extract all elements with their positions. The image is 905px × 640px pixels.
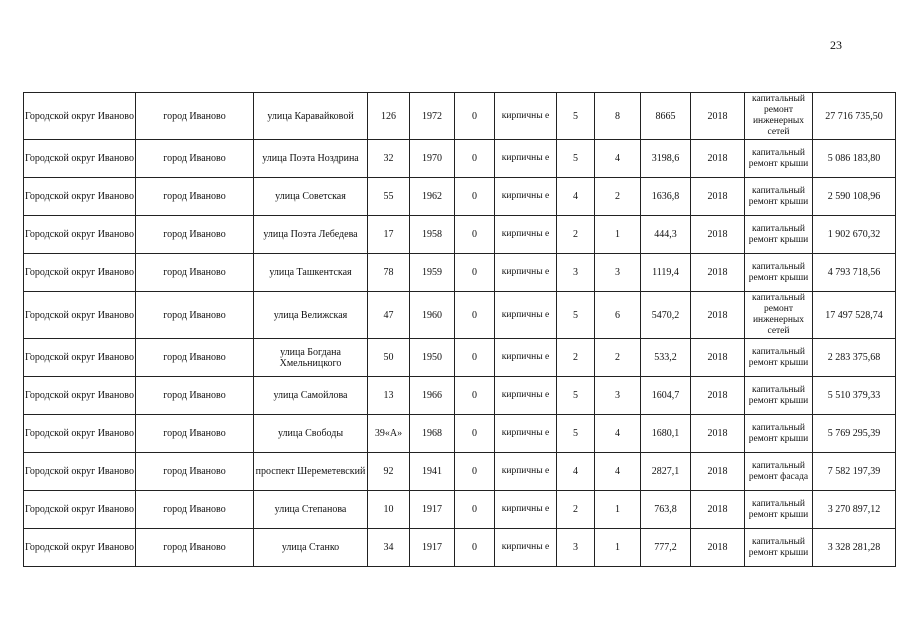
year-built-cell: 1950 bbox=[410, 339, 455, 377]
house-number-cell: 34 bbox=[368, 529, 410, 567]
wall-material-cell: кирпичны е bbox=[495, 216, 557, 254]
settlement-cell: город Иваново bbox=[136, 93, 254, 140]
street-cell: улица Советская bbox=[254, 178, 368, 216]
municipality-cell: Городской округ Иваново bbox=[24, 529, 136, 567]
year-built-cell: 1958 bbox=[410, 216, 455, 254]
table-row bbox=[24, 377, 896, 415]
settlement-cell: город Иваново bbox=[136, 453, 254, 491]
settlement-cell: город Иваново bbox=[136, 491, 254, 529]
cost-cell: 3 270 897,12 bbox=[813, 491, 896, 529]
plan-year-cell: 2018 bbox=[691, 415, 745, 453]
settlement-cell: город Иваново bbox=[136, 377, 254, 415]
street-cell: улица Степанова bbox=[254, 491, 368, 529]
year-built-cell: 1972 bbox=[410, 93, 455, 140]
entrances-cell: 1 bbox=[595, 529, 641, 567]
municipality-cell: Городской округ Иваново bbox=[24, 140, 136, 178]
plan-year-cell: 2018 bbox=[691, 216, 745, 254]
table-row bbox=[24, 415, 896, 453]
municipality-cell: Городской округ Иваново bbox=[24, 292, 136, 339]
entrances-cell: 3 bbox=[595, 254, 641, 292]
street-cell: улица Велижская bbox=[254, 292, 368, 339]
house-number-cell: 47 bbox=[368, 292, 410, 339]
page-number: 23 bbox=[830, 38, 842, 52]
street-cell: улица Станко bbox=[254, 529, 368, 567]
floors-cell: 2 bbox=[557, 491, 595, 529]
zero-value-cell: 0 bbox=[455, 254, 495, 292]
work-type-cell: капитальный ремонт фасада bbox=[745, 453, 813, 491]
work-type-cell: капитальный ремонт крыши bbox=[745, 529, 813, 567]
wall-material-cell: кирпичны е bbox=[495, 292, 557, 339]
area-cell: 3198,6 bbox=[641, 140, 691, 178]
table-row bbox=[24, 339, 896, 377]
cost-cell: 5 086 183,80 bbox=[813, 140, 896, 178]
work-type-cell: капитальный ремонт инженерных сетей bbox=[745, 292, 813, 339]
zero-value-cell: 0 bbox=[455, 377, 495, 415]
street-cell: улица Каравайковой bbox=[254, 93, 368, 140]
municipality-cell: Городской округ Иваново bbox=[24, 178, 136, 216]
entrances-cell: 4 bbox=[595, 453, 641, 491]
settlement-cell: город Иваново bbox=[136, 254, 254, 292]
year-built-cell: 1917 bbox=[410, 529, 455, 567]
table-row bbox=[24, 254, 896, 292]
zero-value-cell: 0 bbox=[455, 453, 495, 491]
area-cell: 533,2 bbox=[641, 339, 691, 377]
zero-value-cell: 0 bbox=[455, 415, 495, 453]
area-cell: 1604,7 bbox=[641, 377, 691, 415]
entrances-cell: 1 bbox=[595, 216, 641, 254]
area-cell: 8665 bbox=[641, 93, 691, 140]
street-cell: улица Ташкентская bbox=[254, 254, 368, 292]
work-type-cell: капитальный ремонт крыши bbox=[745, 178, 813, 216]
cost-cell: 2 590 108,96 bbox=[813, 178, 896, 216]
house-number-cell: 126 bbox=[368, 93, 410, 140]
work-type-cell: капитальный ремонт крыши bbox=[745, 377, 813, 415]
plan-year-cell: 2018 bbox=[691, 529, 745, 567]
work-type-cell: капитальный ремонт крыши bbox=[745, 140, 813, 178]
work-type-cell: капитальный ремонт крыши bbox=[745, 254, 813, 292]
house-number-cell: 13 bbox=[368, 377, 410, 415]
municipality-cell: Городской округ Иваново bbox=[24, 93, 136, 140]
wall-material-cell: кирпичны е bbox=[495, 93, 557, 140]
year-built-cell: 1966 bbox=[410, 377, 455, 415]
house-number-cell: 39«А» bbox=[368, 415, 410, 453]
cost-cell: 7 582 197,39 bbox=[813, 453, 896, 491]
entrances-cell: 2 bbox=[595, 178, 641, 216]
table-row bbox=[24, 491, 896, 529]
cost-cell: 2 283 375,68 bbox=[813, 339, 896, 377]
settlement-cell: город Иваново bbox=[136, 216, 254, 254]
settlement-cell: город Иваново bbox=[136, 529, 254, 567]
area-cell: 1119,4 bbox=[641, 254, 691, 292]
municipality-cell: Городской округ Иваново bbox=[24, 415, 136, 453]
street-cell: улица Поэта Ноздрина bbox=[254, 140, 368, 178]
year-built-cell: 1962 bbox=[410, 178, 455, 216]
zero-value-cell: 0 bbox=[455, 491, 495, 529]
cost-cell: 5 769 295,39 bbox=[813, 415, 896, 453]
wall-material-cell: кирпичны е bbox=[495, 254, 557, 292]
wall-material-cell: кирпичны е bbox=[495, 529, 557, 567]
plan-year-cell: 2018 bbox=[691, 339, 745, 377]
year-built-cell: 1960 bbox=[410, 292, 455, 339]
entrances-cell: 1 bbox=[595, 491, 641, 529]
street-cell: улица Богдана Хмельницкого bbox=[254, 339, 368, 377]
wall-material-cell: кирпичны е bbox=[495, 415, 557, 453]
house-number-cell: 10 bbox=[368, 491, 410, 529]
municipality-cell: Городской округ Иваново bbox=[24, 339, 136, 377]
municipality-cell: Городской округ Иваново bbox=[24, 491, 136, 529]
plan-year-cell: 2018 bbox=[691, 178, 745, 216]
street-cell: улица Самойлова bbox=[254, 377, 368, 415]
floors-cell: 2 bbox=[557, 339, 595, 377]
area-cell: 1636,8 bbox=[641, 178, 691, 216]
plan-year-cell: 2018 bbox=[691, 377, 745, 415]
area-cell: 5470,2 bbox=[641, 292, 691, 339]
year-built-cell: 1917 bbox=[410, 491, 455, 529]
house-number-cell: 78 bbox=[368, 254, 410, 292]
entrances-cell: 6 bbox=[595, 292, 641, 339]
table-row bbox=[24, 453, 896, 491]
zero-value-cell: 0 bbox=[455, 529, 495, 567]
street-cell: улица Свободы bbox=[254, 415, 368, 453]
wall-material-cell: кирпичны е bbox=[495, 339, 557, 377]
year-built-cell: 1968 bbox=[410, 415, 455, 453]
work-type-cell: капитальный ремонт крыши bbox=[745, 339, 813, 377]
plan-year-cell: 2018 bbox=[691, 292, 745, 339]
house-number-cell: 17 bbox=[368, 216, 410, 254]
area-cell: 2827,1 bbox=[641, 453, 691, 491]
cost-cell: 1 902 670,32 bbox=[813, 216, 896, 254]
wall-material-cell: кирпичны е bbox=[495, 140, 557, 178]
area-cell: 444,3 bbox=[641, 216, 691, 254]
cost-cell: 17 497 528,74 bbox=[813, 292, 896, 339]
wall-material-cell: кирпичны е bbox=[495, 377, 557, 415]
table-row bbox=[24, 140, 896, 178]
municipality-cell: Городской округ Иваново bbox=[24, 377, 136, 415]
work-type-cell: капитальный ремонт инженерных сетей bbox=[745, 93, 813, 140]
table-row bbox=[24, 529, 896, 567]
plan-year-cell: 2018 bbox=[691, 491, 745, 529]
house-number-cell: 55 bbox=[368, 178, 410, 216]
cost-cell: 5 510 379,33 bbox=[813, 377, 896, 415]
plan-year-cell: 2018 bbox=[691, 140, 745, 178]
floors-cell: 4 bbox=[557, 453, 595, 491]
wall-material-cell: кирпичны е bbox=[495, 178, 557, 216]
table-row bbox=[24, 216, 896, 254]
year-built-cell: 1941 bbox=[410, 453, 455, 491]
street-cell: проспект Шереметевский bbox=[254, 453, 368, 491]
floors-cell: 5 bbox=[557, 292, 595, 339]
zero-value-cell: 0 bbox=[455, 178, 495, 216]
zero-value-cell: 0 bbox=[455, 339, 495, 377]
entrances-cell: 4 bbox=[595, 140, 641, 178]
floors-cell: 3 bbox=[557, 529, 595, 567]
house-number-cell: 92 bbox=[368, 453, 410, 491]
municipality-cell: Городской округ Иваново bbox=[24, 216, 136, 254]
cost-cell: 27 716 735,50 bbox=[813, 93, 896, 140]
cost-cell: 4 793 718,56 bbox=[813, 254, 896, 292]
plan-year-cell: 2018 bbox=[691, 254, 745, 292]
floors-cell: 3 bbox=[557, 254, 595, 292]
table-row bbox=[24, 93, 896, 140]
street-cell: улица Поэта Лебедева bbox=[254, 216, 368, 254]
table-body bbox=[24, 93, 896, 567]
house-number-cell: 32 bbox=[368, 140, 410, 178]
floors-cell: 5 bbox=[557, 93, 595, 140]
year-built-cell: 1959 bbox=[410, 254, 455, 292]
work-type-cell: капитальный ремонт крыши bbox=[745, 491, 813, 529]
work-type-cell: капитальный ремонт крыши bbox=[745, 216, 813, 254]
settlement-cell: город Иваново bbox=[136, 292, 254, 339]
house-number-cell: 50 bbox=[368, 339, 410, 377]
zero-value-cell: 0 bbox=[455, 216, 495, 254]
wall-material-cell: кирпичны е bbox=[495, 453, 557, 491]
entrances-cell: 8 bbox=[595, 93, 641, 140]
floors-cell: 5 bbox=[557, 377, 595, 415]
settlement-cell: город Иваново bbox=[136, 140, 254, 178]
zero-value-cell: 0 bbox=[455, 140, 495, 178]
table-row bbox=[24, 178, 896, 216]
zero-value-cell: 0 bbox=[455, 292, 495, 339]
entrances-cell: 2 bbox=[595, 339, 641, 377]
area-cell: 1680,1 bbox=[641, 415, 691, 453]
entrances-cell: 4 bbox=[595, 415, 641, 453]
entrances-cell: 3 bbox=[595, 377, 641, 415]
plan-year-cell: 2018 bbox=[691, 93, 745, 140]
municipality-cell: Городской округ Иваново bbox=[24, 254, 136, 292]
area-cell: 777,2 bbox=[641, 529, 691, 567]
plan-year-cell: 2018 bbox=[691, 453, 745, 491]
cost-cell: 3 328 281,28 bbox=[813, 529, 896, 567]
wall-material-cell: кирпичны е bbox=[495, 491, 557, 529]
zero-value-cell: 0 bbox=[455, 93, 495, 140]
year-built-cell: 1970 bbox=[410, 140, 455, 178]
floors-cell: 5 bbox=[557, 140, 595, 178]
municipality-cell: Городской округ Иваново bbox=[24, 453, 136, 491]
settlement-cell: город Иваново bbox=[136, 339, 254, 377]
floors-cell: 2 bbox=[557, 216, 595, 254]
building-register-table bbox=[23, 92, 896, 567]
settlement-cell: город Иваново bbox=[136, 415, 254, 453]
floors-cell: 4 bbox=[557, 178, 595, 216]
area-cell: 763,8 bbox=[641, 491, 691, 529]
table-row bbox=[24, 292, 896, 339]
floors-cell: 5 bbox=[557, 415, 595, 453]
work-type-cell: капитальный ремонт крыши bbox=[745, 415, 813, 453]
settlement-cell: город Иваново bbox=[136, 178, 254, 216]
